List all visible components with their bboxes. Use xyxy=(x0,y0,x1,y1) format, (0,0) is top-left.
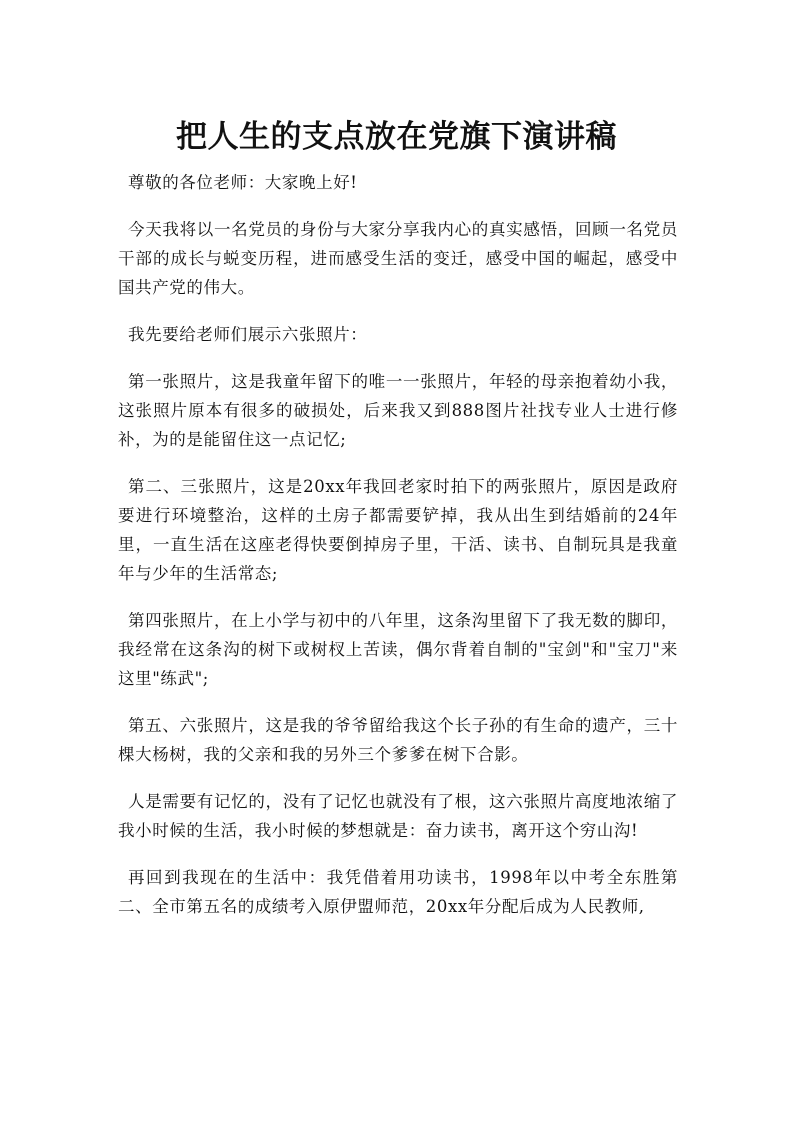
paragraph-present-life: 再回到我现在的生活中：我凭借着用功读书，1998年以中考全东胜第二、全市第五名的成绩考入原伊盟师范，20xx年分配后成为人民教师, xyxy=(118,868,678,916)
document-title: 把人生的支点放在党旗下演讲稿 xyxy=(176,118,617,155)
paragraph-photos-lead: 我先要给老师们展示六张照片： xyxy=(128,325,368,344)
paragraph-memory: 人是需要有记忆的，没有了记忆也就没有了根，这六张照片高度地浓缩了我小时候的生活，我小时候的梦想就是：奋力读书，离开这个穷山沟! xyxy=(118,792,678,840)
paragraph-greeting: 尊敬的各位老师：大家晚上好! xyxy=(128,173,358,192)
document-body xyxy=(118,168,678,939)
paragraph-photo-2-3: 第二、三张照片，这是20xx年我回老家时拍下的两张照片，原因是政府要进行环境整治，这样的土房子都需要铲掉，我从出生到结婚前的24年里，一直生活在这座老得快要倒掉房子里，干活、读书、自制玩具是我童年与少年的生活常态; xyxy=(118,477,678,583)
paragraph-photo-4: 第四张照片，在上小学与初中的八年里，这条沟里留下了我无数的脚印，我经常在这条沟的树下或树杈上苦读，偶尔背着自制的"宝剑"和"宝刀"来这里"练武"; xyxy=(118,611,678,688)
paragraph-photo-5-6: 第五、六张照片，这是我的爷爷留给我这个长子孙的有生命的遗产，三十棵大杨树，我的父亲和我的另外三个爹爹在树下合影。 xyxy=(118,716,678,764)
paragraph-photo-1: 第一张照片，这是我童年留下的唯一一张照片，年轻的母亲抱着幼小我，这张照片原本有很多的破损处，后来我又到888图片社找专业人士进行修补，为的是能留住这一点记忆; xyxy=(118,372,678,449)
paragraph-intro: 今天我将以一名党员的身份与大家分享我内心的真实感悟，回顾一名党员干部的成长与蜕变历程，进而感受生活的变迁，感受中国的崛起，感受中国共产党的伟大。 xyxy=(118,220,678,297)
